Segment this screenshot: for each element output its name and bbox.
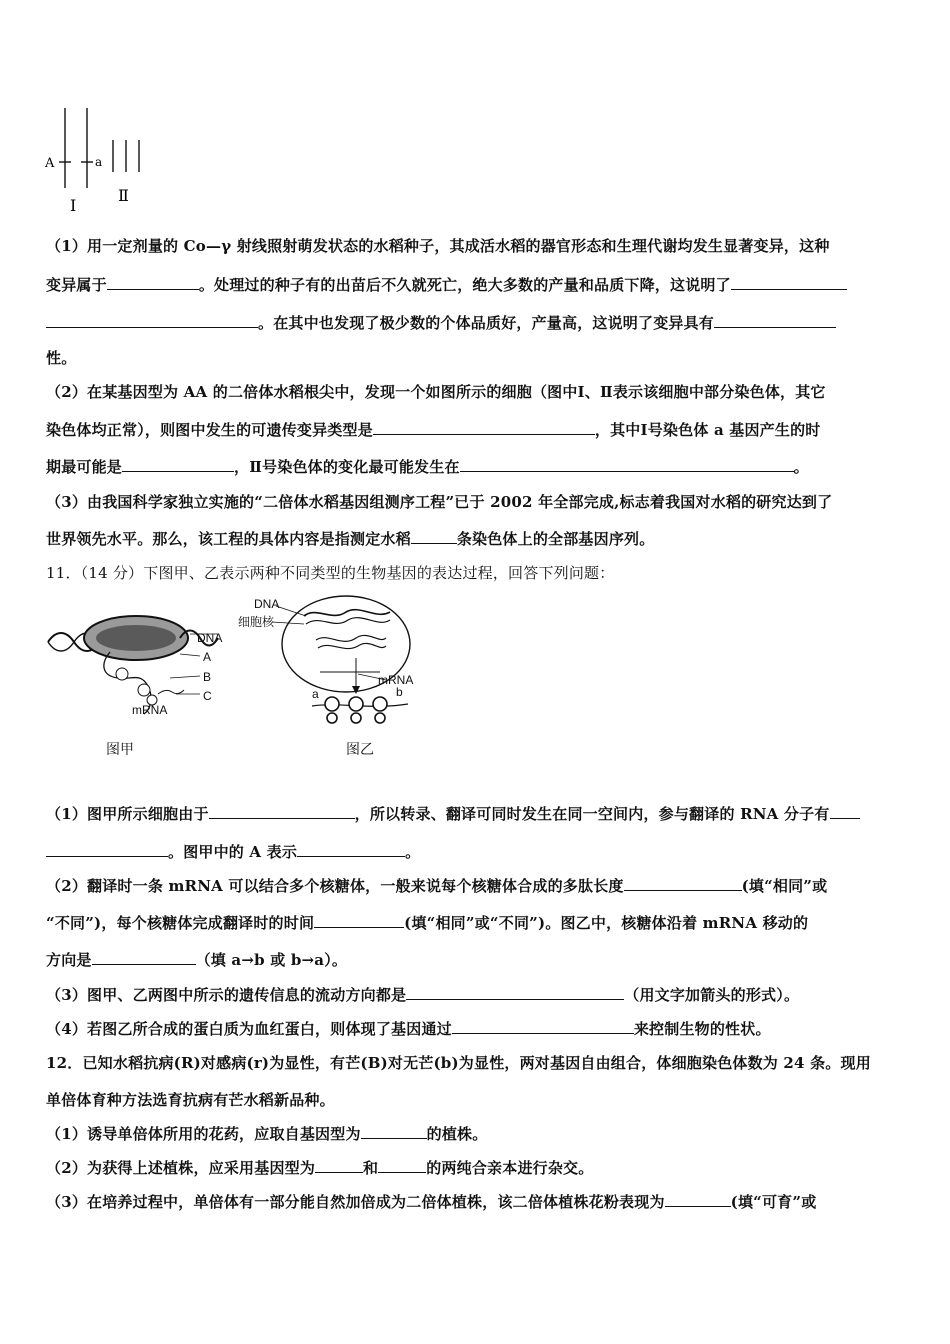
nuclear-dna [304,610,390,616]
label-II: Ⅱ [118,186,129,205]
answer-blank[interactable] [452,1019,634,1034]
yi-label-nucleus: 细胞核 [238,615,275,629]
q12-part2: （2）为获得上述植株，应采用基因型为 和 的两纯合亲本进行杂交。 [46,1159,594,1177]
q12-part1: （1）诱导单倍体所用的花药，应取自基因型为 的植株。 [46,1125,488,1143]
answer-blank[interactable] [297,842,405,857]
figure-yi [238,596,413,758]
ribosome [116,668,128,680]
q12-part3: （3）在培养过程中，单倍体有一部分能自然加倍成为二倍体植株，该二倍体植株花粉表现为 (填“可育”或 [46,1193,817,1211]
ribosome-3 [373,697,387,711]
ribosome-2 [349,697,363,711]
q11-part1-line2: 。图甲中的 A 表示 。 [46,842,908,862]
jia-label-C: C [203,689,212,703]
answer-blank[interactable] [830,804,860,819]
yi-caption: 图乙 [346,742,374,758]
q11-part2-line1: （2）翻译时一条 mRNA 可以结合多个核糖体，一般来说每个核糖体合成的多肽长度 (填“相同”或 [46,877,828,895]
answer-blank[interactable] [378,1158,426,1173]
q11-part4: （4）若图乙所合成的蛋白质为血红蛋白，则体现了基因通过 来控制生物的性状。 [46,1020,771,1038]
answer-blank[interactable] [361,1124,427,1139]
q10-part1-line2: 变异属于 。处理过的种子有的出苗后不久就死亡，绝大多数的产量和品质下降，这说明了 [46,275,908,295]
answer-blank[interactable] [46,313,258,328]
q11-part2-line2: “不同”)，每个核糖体完成翻译时的时间 (填“相同”或“不同”)。图乙中，核糖体沿着 mRNA 移动的 [46,914,809,932]
q10-part1-line3: 。在其中也发现了极少数的个体品质好，产量高，这说明了变异具有 [46,313,908,333]
q10-part2-line3: 期最可能是 ，Ⅱ号染色体的变化最可能发生在 。 [46,458,809,476]
chromosome-figure [40,100,160,220]
answer-blank[interactable] [107,275,199,290]
q11-part3: （3）图甲、乙两图中所示的遗传信息的流动方向都是 （用文字加箭头的形式）。 [46,986,800,1004]
label-A: A [45,156,55,171]
yi-label-dna: DNA [254,597,280,611]
answer-blank[interactable] [315,1158,363,1173]
figure-jia [48,616,222,758]
answer-blank[interactable] [460,457,794,472]
answer-blank[interactable] [373,420,595,435]
answer-blank[interactable] [46,842,168,857]
label-a: a [95,155,103,169]
jia-label-B: B [203,670,212,684]
q11-heading: 11．（14 分）下图甲、乙表示两种不同类型的生物基因的表达过程，回答下列问题： [46,564,615,582]
answer-blank[interactable] [624,876,742,891]
answer-blank[interactable] [406,985,624,1000]
q10-part3-line2: 世界领先水平。那么，该工程的具体内容是指测定水稻 条染色体上的全部基因序列。 [46,530,655,548]
yi-label-mrna: mRNA [378,673,414,687]
jia-label-A: A [203,650,212,664]
answer-blank[interactable] [665,1192,731,1207]
answer-blank[interactable] [209,804,355,819]
jia-caption: 图甲 [106,742,134,758]
q10-part3-line1: （3）由我国科学家独立实施的“二倍体水稻基因组测序工程”已于 2002 年全部完成,标志着我国对水稻的研究达到了 [46,493,833,511]
answer-blank[interactable] [314,913,404,928]
q12-heading-line2: 单倍体育种方法选育抗病有芒水稻新品种。 [46,1091,335,1109]
q11-part1-line1: （1）图甲所示细胞由于 ，所以转录、翻译可同时发生在同一空间内，参与翻译的 RNA 分子有 [46,804,908,824]
yi-label-b: b [396,685,403,699]
answer-blank[interactable] [122,457,234,472]
label-I: Ⅰ [70,196,77,215]
gene-expression-figures [40,594,460,769]
ribosome-1 [325,697,339,711]
jia-label-dna: DNA [197,631,223,645]
q10-part2-line1: （2）在某基因型为 AA 的二倍体水稻根尖中，发现一个如图所示的细胞（图中Ⅰ、Ⅱ表示该细胞中部分染色体，其它 [46,383,826,401]
answer-blank[interactable] [714,313,836,328]
q12-heading-line1: 12．已知水稻抗病(R)对感病(r)为显性，有芒(B)对无芒(b)为显性，两对基因自由组合，体细胞染色体数为 24 条。现用 [46,1054,871,1072]
q11-part2-line3: 方向是 （填 a→b 或 b→a）。 [46,951,348,969]
q10-part1-line1: （1）用一定剂量的 Co—γ 射线照射萌发状态的水稻种子，其成活水稻的器官形态和生理代谢均发生显著变异，这种 [46,237,830,255]
answer-blank[interactable] [731,275,847,290]
q10-part2-line2: 染色体均正常），则图中发生的可遗传变异类型是 ，其中Ⅰ号染色体 a 基因产生的时 [46,421,821,439]
q10-part1-line4: 性。 [46,349,77,367]
answer-blank[interactable] [411,529,457,544]
answer-blank[interactable] [92,950,196,965]
yi-label-a: a [312,687,319,701]
jia-label-mrna: mRNA [132,703,168,717]
